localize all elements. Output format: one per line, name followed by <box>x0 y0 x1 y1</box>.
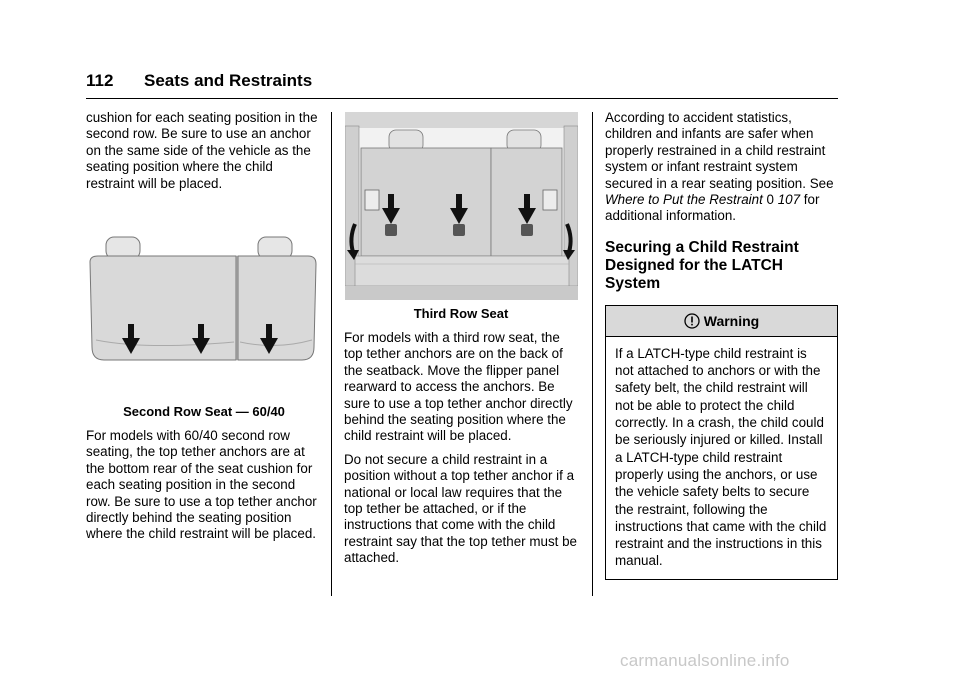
column-1 <box>86 110 322 199</box>
warning-text: If a LATCH-type child restraint is not attached to anchors or with the safety belt, the child restraint will not be able to protect the child correctly. In a crash, the child could be seriously injured or killed. Install a LATCH-type child restraint properly using the anchors, or use the vehicle safety belts to secure the restraint, following the instructions that came with the child restraint and the instructions in this manual. <box>615 345 827 569</box>
header-rule <box>86 98 838 99</box>
figure-caption-third-row: Third Row Seat <box>413 306 509 321</box>
page-number: 112 <box>86 71 114 90</box>
column-2 <box>344 330 582 574</box>
column-divider-1 <box>331 112 332 596</box>
section-title: Seats and Restraints <box>144 71 313 90</box>
col2-paragraph-1: For models with a third row seat, the top tether anchors are on the back of the seatback. Move the flipper panel rearward to access the anchors. Be sure to use a top tether anchor directly behind the seating position where the child restraint will be placed. <box>344 330 573 444</box>
warning-title: Warning <box>703 312 760 329</box>
col2-paragraph-2: Do not secure a child restraint in a position without a top tether anchor if a national or local law requires that the top tether be attached, or if the instructions that come with the child restraint say that the top tether must be attached. <box>344 451 577 566</box>
page-reference-symbol: 0 <box>766 192 774 208</box>
col1-paragraph-1: cushion for each seating position in the second row. Be sure to use an anchor on the same side of the vehicle as the seating position where the child restraint will be placed. <box>86 110 318 191</box>
warning-box <box>605 305 838 580</box>
warning-icon <box>684 313 700 329</box>
column-1-lower <box>86 428 322 550</box>
column-divider-2 <box>592 112 593 596</box>
third-row-seat-illustration <box>345 112 578 300</box>
latch-subheading: Securing a Child Restraint Designed for the LATCH System <box>605 238 799 292</box>
col3-paragraph-1: According to accident statistics, children and infants are safer when properly restrained in a child restraint system or infant restraint system secured in a rear seating position. See Where to Put the Restraint 0 107 for additional information. <box>605 110 834 224</box>
warning-header <box>606 306 837 337</box>
cross-reference-link[interactable]: Where to Put the Restraint <box>605 192 763 208</box>
col1-paragraph-2: For models with 60/40 second row seating, the top tether anchors are at the bottom rear of the seat cushion for each seating position in the second row. Be sure to use a top tether anchor directly behind the seating position where the child restraint will be placed. <box>86 428 317 542</box>
column-3 <box>605 110 841 580</box>
figure-caption-second-row: Second Row Seat — 60/40 <box>123 404 285 419</box>
second-row-seat-illustration <box>86 232 318 362</box>
watermark: carmanualsonline.info <box>620 651 790 670</box>
page-reference-number[interactable]: 107 <box>777 192 801 208</box>
